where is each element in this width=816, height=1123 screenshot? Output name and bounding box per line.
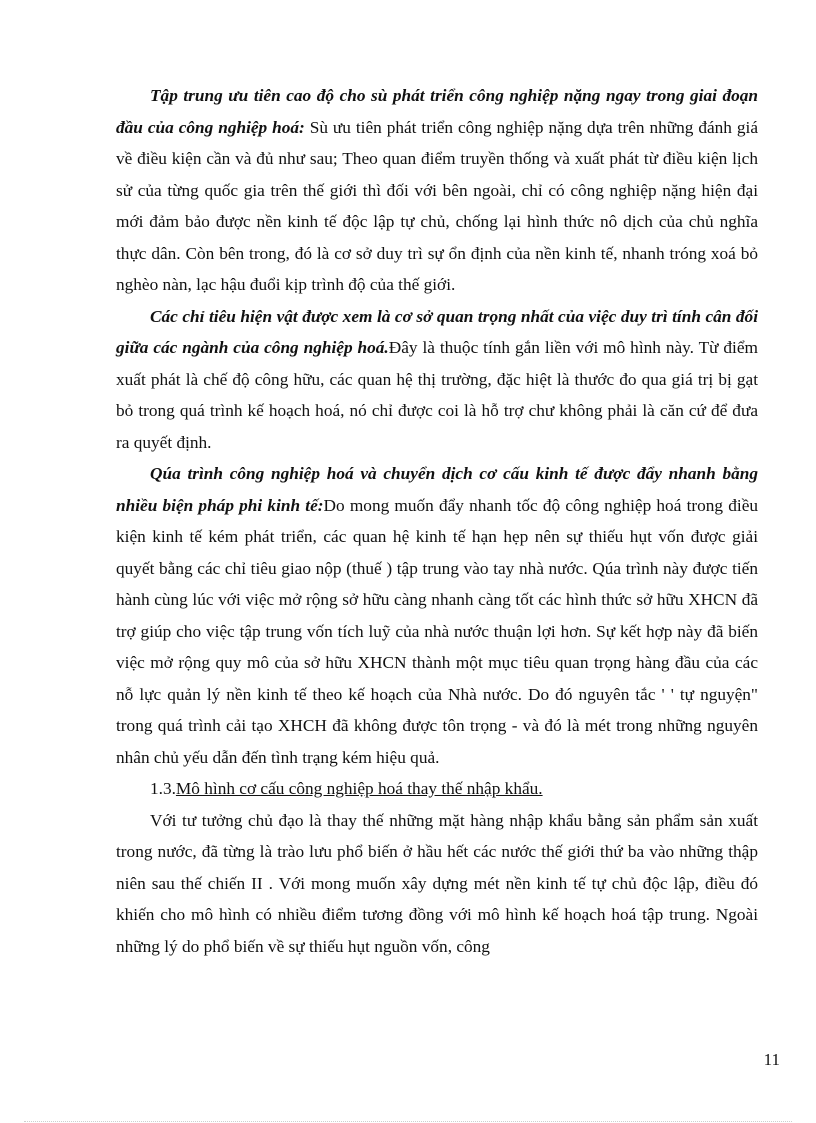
paragraph-lead: Tập trung ưu tiên cao độ cho sù phát triển công nghiệp nặng ngay trong giai đoạn đầu của công nghiệp hoá:	[116, 86, 758, 137]
paragraph-body: Sù ưu tiên phát triển công nghiệp nặng dựa trên những đánh giá về điều kiện cần và đủ như sau; Theo quan điểm truyền thống và xuất phát từ điều kiện lịch sử của từng quốc gia trên thế giới thì đối với bên ngoài, chỉ có công nghiệp nặng hiện đại mới đảm bảo được nền kinh tế độc lập tự chủ, chống lại hình thức nô dịch của chủ nghĩa thực dân. Còn bên trong, đó là cơ sở duy trì sự ổn định của nền kinh tế, nhanh tróng xoá bỏ nghèo nàn, lạc hậu đuổi kịp trình độ của thế giới.	[116, 117, 758, 294]
page-number: 11	[763, 1050, 780, 1069]
paragraph-body: Do mong muốn đẩy nhanh tốc độ công nghiệp hoá trong điều kiện kinh tế kém phát triển, các quan hệ kinh tế hạn hẹp nên sự thiếu hụt vốn được giải quyết bằng các chỉ tiêu giao nộp (thuế ) tập trung vào tay nhà nước. Qúa trình này được tiến hành cùng lúc với việc mở rộng sở hữu càng nhanh càng tốt các hình thức sở hữu XHCN đã trợ giúp cho việc tập trung vốn tích luỹ của nhà nước thuận lợi hơn. Sự kết hợp này đã biến việc mở rộng quy mô của sở hữu XHCN thành một mục tiêu quan trọng hàng đầu của các nỗ lực quản lý nền kinh tế theo kế hoạch của Nhà nước. Do đó nguyên tắc ' ' tự nguyện" trong quá trình cải tạo XHCH đã không được tôn trọng - và đó là mét trong những nguyên nhân chủ yếu dẫn đến tình trạng kém hiệu quả.	[116, 495, 758, 767]
section-title: Mô hình cơ cấu công nghiệp hoá thay thế nhập khẩu.	[175, 779, 543, 798]
paragraph-lead: Các chỉ tiêu hiện vật được xem là cơ sở quan trọng nhất của việc duy trì tính cân đối giữa các ngành của công nghiệp hoá.	[116, 306, 758, 357]
paragraph-heavy-industry	[116, 80, 758, 301]
paragraph-lead: Qúa trình công nghiệp hoá và chuyển dịch cơ cấu kinh tế được đẩy nhanh bằng nhiều biện pháp phi kinh tế:	[116, 464, 758, 515]
paragraph-non-economic-measures	[116, 458, 758, 773]
paragraph-body: Đây là thuộc tính gắn liền với mô hình này. Từ điểm xuất phát là chế độ công hữu, các quan hệ thị trường, đặc hiệt là thước đo qua giá trị bị gạt bỏ trong quá trình kế hoạch hoá, nó chỉ được coi là hỗ trợ chư không phải là căn cứ để đưa ra quyết định.	[116, 338, 758, 452]
section-number: 1.3.	[150, 779, 176, 798]
paragraph-import-substitution: Với tư tưởng chủ đạo là thay thế những mặt hàng nhập khẩu bằng sản phẩm sản xuất trong nước, đã từng là trào lưu phổ biến ở hầu hết các nước thế giới thứ ba vào những thập niên sau thế chiến II . Với mong muốn xây dựng mét nền kinh tế tự chủ độc lập, điều đó khiến cho mô hình có nhiều điểm tương đồng với mô hình kế hoạch hoá tập trung. Ngoài những lý do phổ biến về sự thiếu hụt nguồn vốn, công	[116, 810, 758, 956]
document-page	[116, 80, 758, 962]
paragraph-physical-indicators	[116, 301, 758, 459]
page-bottom-divider	[24, 1121, 792, 1122]
section-heading	[116, 773, 758, 805]
